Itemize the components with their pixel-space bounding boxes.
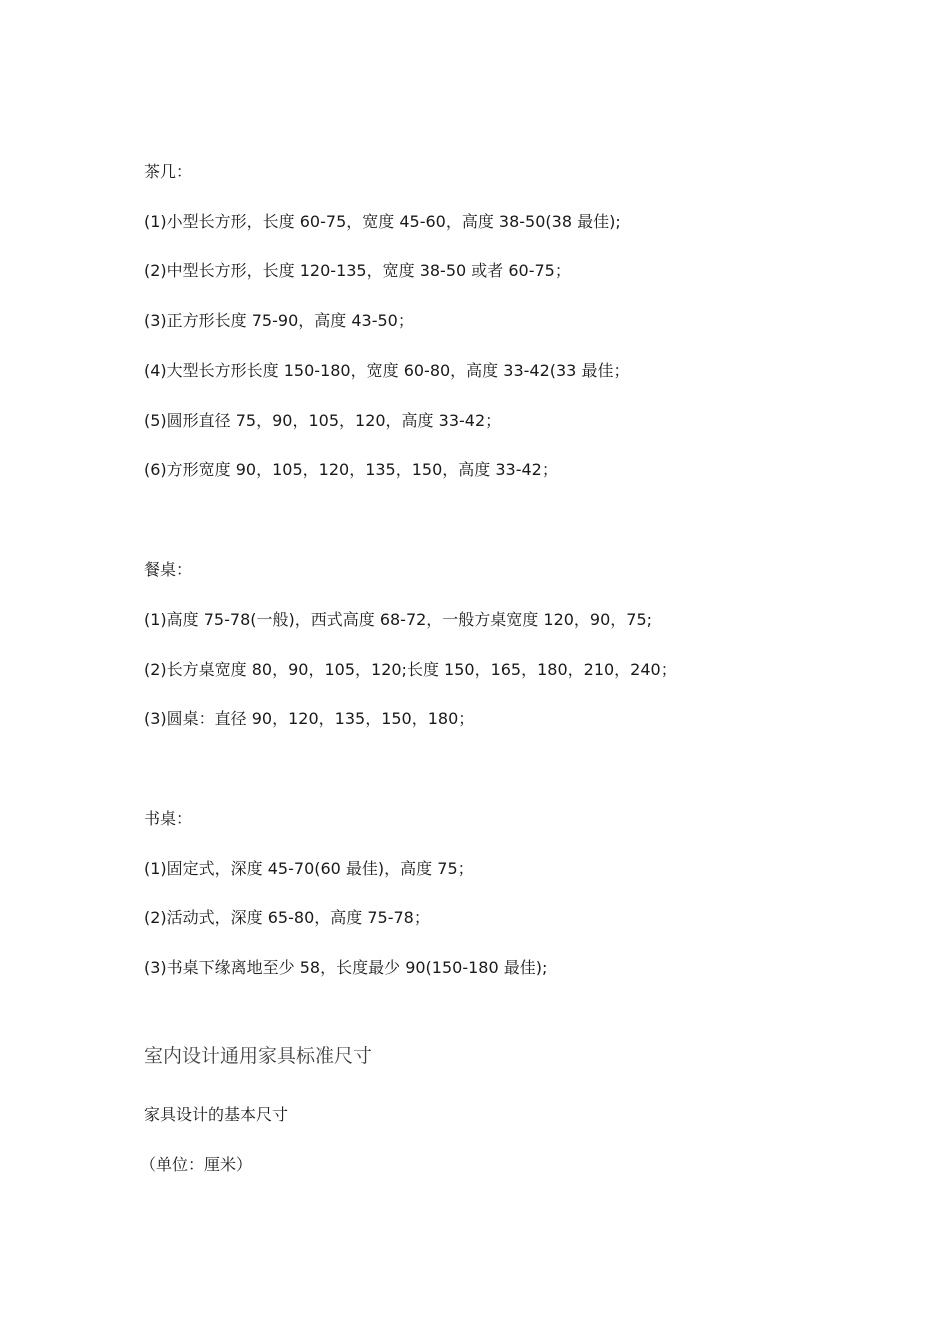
coffee-table-title: 茶几：	[144, 162, 193, 181]
desk-item-1: (1)固定式，深度 45-70(60 最佳)，高度 75；	[144, 859, 474, 878]
unit-note: （单位：厘米）	[140, 1155, 253, 1174]
coffee-table-item-5: (5)圆形直径 75，90，105，120，高度 33-42；	[144, 411, 502, 430]
desk-item-2: (2)活动式，深度 65-80，高度 75-78；	[144, 908, 430, 927]
desk-item-3: (3)书桌下缘离地至少 58，长度最少 90(150-180 最佳);	[144, 958, 548, 977]
coffee-table-item-2: (2)中型长方形，长度 120-135，宽度 38-50 或者 60-75；	[144, 261, 571, 280]
dining-table-item-1: (1)高度 75-78(一般)，西式高度 68-72，一般方桌宽度 120，90，75;	[144, 610, 653, 629]
coffee-table-item-1: (1)小型长方形，长度 60-75，宽度 45-60，高度 38-50(38 最佳);	[144, 212, 621, 231]
coffee-table-item-4: (4)大型长方形长度 150-180，宽度 60-80，高度 33-42(33 最佳；	[144, 361, 630, 380]
dining-table-item-2: (2)长方桌宽度 80，90，105，120;长度 150，165，180，210，240；	[144, 660, 677, 679]
dining-table-item-3: (3)圆桌：直径 90，120，135，150，180；	[144, 709, 475, 728]
desk-title: 书桌：	[144, 809, 193, 828]
coffee-table-item-3: (3)正方形长度 75-90，高度 43-50；	[144, 311, 414, 330]
standard-sizes-heading: 室内设计通用家具标准尺寸	[144, 1045, 373, 1067]
basic-sizes-subheading: 家具设计的基本尺寸	[144, 1105, 289, 1124]
dining-table-title: 餐桌：	[144, 560, 193, 579]
coffee-table-item-6: (6)方形宽度 90，105，120，135，150，高度 33-42；	[144, 460, 558, 479]
